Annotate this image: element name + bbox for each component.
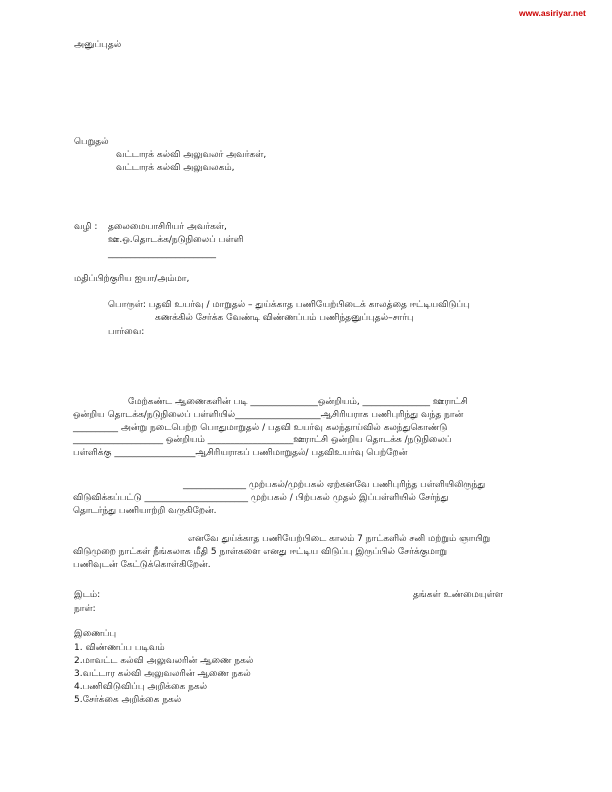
enclosure-item: 5.சேர்க்கை அறிக்கை நகல் <box>74 695 182 705</box>
via-label: வழி : <box>74 222 98 232</box>
body-p1-line-2: ஒன்றிய தொடக்க/நடுநிலைப் பள்ளியில்___________________ஆசிரியராக பணிபுரிந்து வந்த நான் <box>73 409 464 420</box>
body-p1-line-1: மேற்கண்ட ஆணைகளின் படி _______________ஒன்றியம், _______________ ஊராட்சி <box>128 397 468 407</box>
body-p3-line-1: எனவே துய்க்காத பணியேற்பிடை காலம் 7 நாட்களில் சனி மற்றும் ஞாயிறு <box>188 534 491 544</box>
place-label: இடம்: <box>74 590 101 600</box>
watermark-url: www.asiriyar.net <box>519 8 586 18</box>
via-line-1: தலைமையாசிரியர் அவர்கள், <box>108 222 227 232</box>
salutation: மதிப்பிற்குரிய ஐயா/அம்மா, <box>74 274 190 284</box>
body-p1-line-3: __________ அன்று நடைபெற்ற பொதுமாறுதல் / பதவி உயர்வு கலந்தாய்வில் கலந்துகொண்டு <box>73 422 448 433</box>
enclosure-item: 2.மாவட்ட கல்வி அலுவலரின் ஆணை நகல் <box>74 656 254 666</box>
enclosures-title: இணைப்பு <box>74 629 117 639</box>
via-line-2: ஊ.ஒ.தொடக்க/நடுநிலைப் பள்ளி <box>108 235 244 245</box>
subject-line-2: கணக்கில் சேர்க்க வேண்டி விண்ணப்பம் பணிந்தனுப்புதல்–சார்பு <box>155 313 414 323</box>
recipient-label: பெறுதல் <box>74 137 109 147</box>
via-blank-line: ________________________ <box>108 249 216 259</box>
body-p3-line-2: விடுமுறை நாட்கள் நீங்கலாக மீதி 5 நாள்களை எனது ஈட்டிய விடுப்பு இருப்பில் சேர்க்குமாறு <box>73 546 448 557</box>
body-paragraph-1 <box>73 396 563 460</box>
sender-label: அனுப்புதல் <box>74 40 122 50</box>
reference-label: பார்வை: <box>108 327 145 337</box>
enclosure-item: 4.பணிவிடுவிப்பு அறிக்கை நகல் <box>74 682 208 692</box>
body-p2-line-3: தொடர்ந்து பணியாற்றி வருகிறேன். <box>73 505 217 516</box>
body-p2-line-2: விடுவிக்கப்பட்டு _______________________ முற்பகல் / பிற்பகல் முதல் இப்பள்ளியில் சேர்ந்து <box>73 492 449 503</box>
recipient-line-2: வட்டாரக் கல்வி அலுவலகம், <box>116 163 235 173</box>
closing-text: தங்கள் உண்மையுள்ள <box>413 590 503 600</box>
body-p3-line-3: பணிவுடன் கேட்டுக்கொள்கிறேன். <box>73 559 211 570</box>
recipient-line-1: வட்டாரக் கல்வி அலுவலர் அவர்கள், <box>116 150 267 160</box>
body-p1-line-5: பள்ளிக்கு __________________ஆசிரியராகப் பணிமாறுதல்/ பதவிஉயர்வு பெற்றேன் <box>73 448 408 459</box>
enclosure-item: 1. விண்ணப்ப படிவம் <box>74 643 165 653</box>
enclosure-item: 3.வட்டார கல்வி அலுவலரின் ஆணை நகல் <box>74 669 251 679</box>
body-p2-line-1: ______________ முற்பகல்/முற்பகல் ஏற்கனவே பணிபுரிந்த பள்ளியிலிருந்து <box>183 480 486 490</box>
body-p1-line-4: ____________________ ஒன்றியம் ___________________ஊராட்சி ஒன்றிய தொடக்க /நடுநிலைப் <box>73 435 452 446</box>
subject-line-1: பொருள்: பதவி உயர்வு / மாறுதல் – துய்க்காத பணியேற்பிடைக் காலத்தை ஈட்டியவிடுப்பு <box>108 300 470 310</box>
body-paragraph-2 <box>73 479 563 517</box>
body-paragraph-3 <box>73 533 563 571</box>
date-label: நாள்: <box>74 604 96 614</box>
